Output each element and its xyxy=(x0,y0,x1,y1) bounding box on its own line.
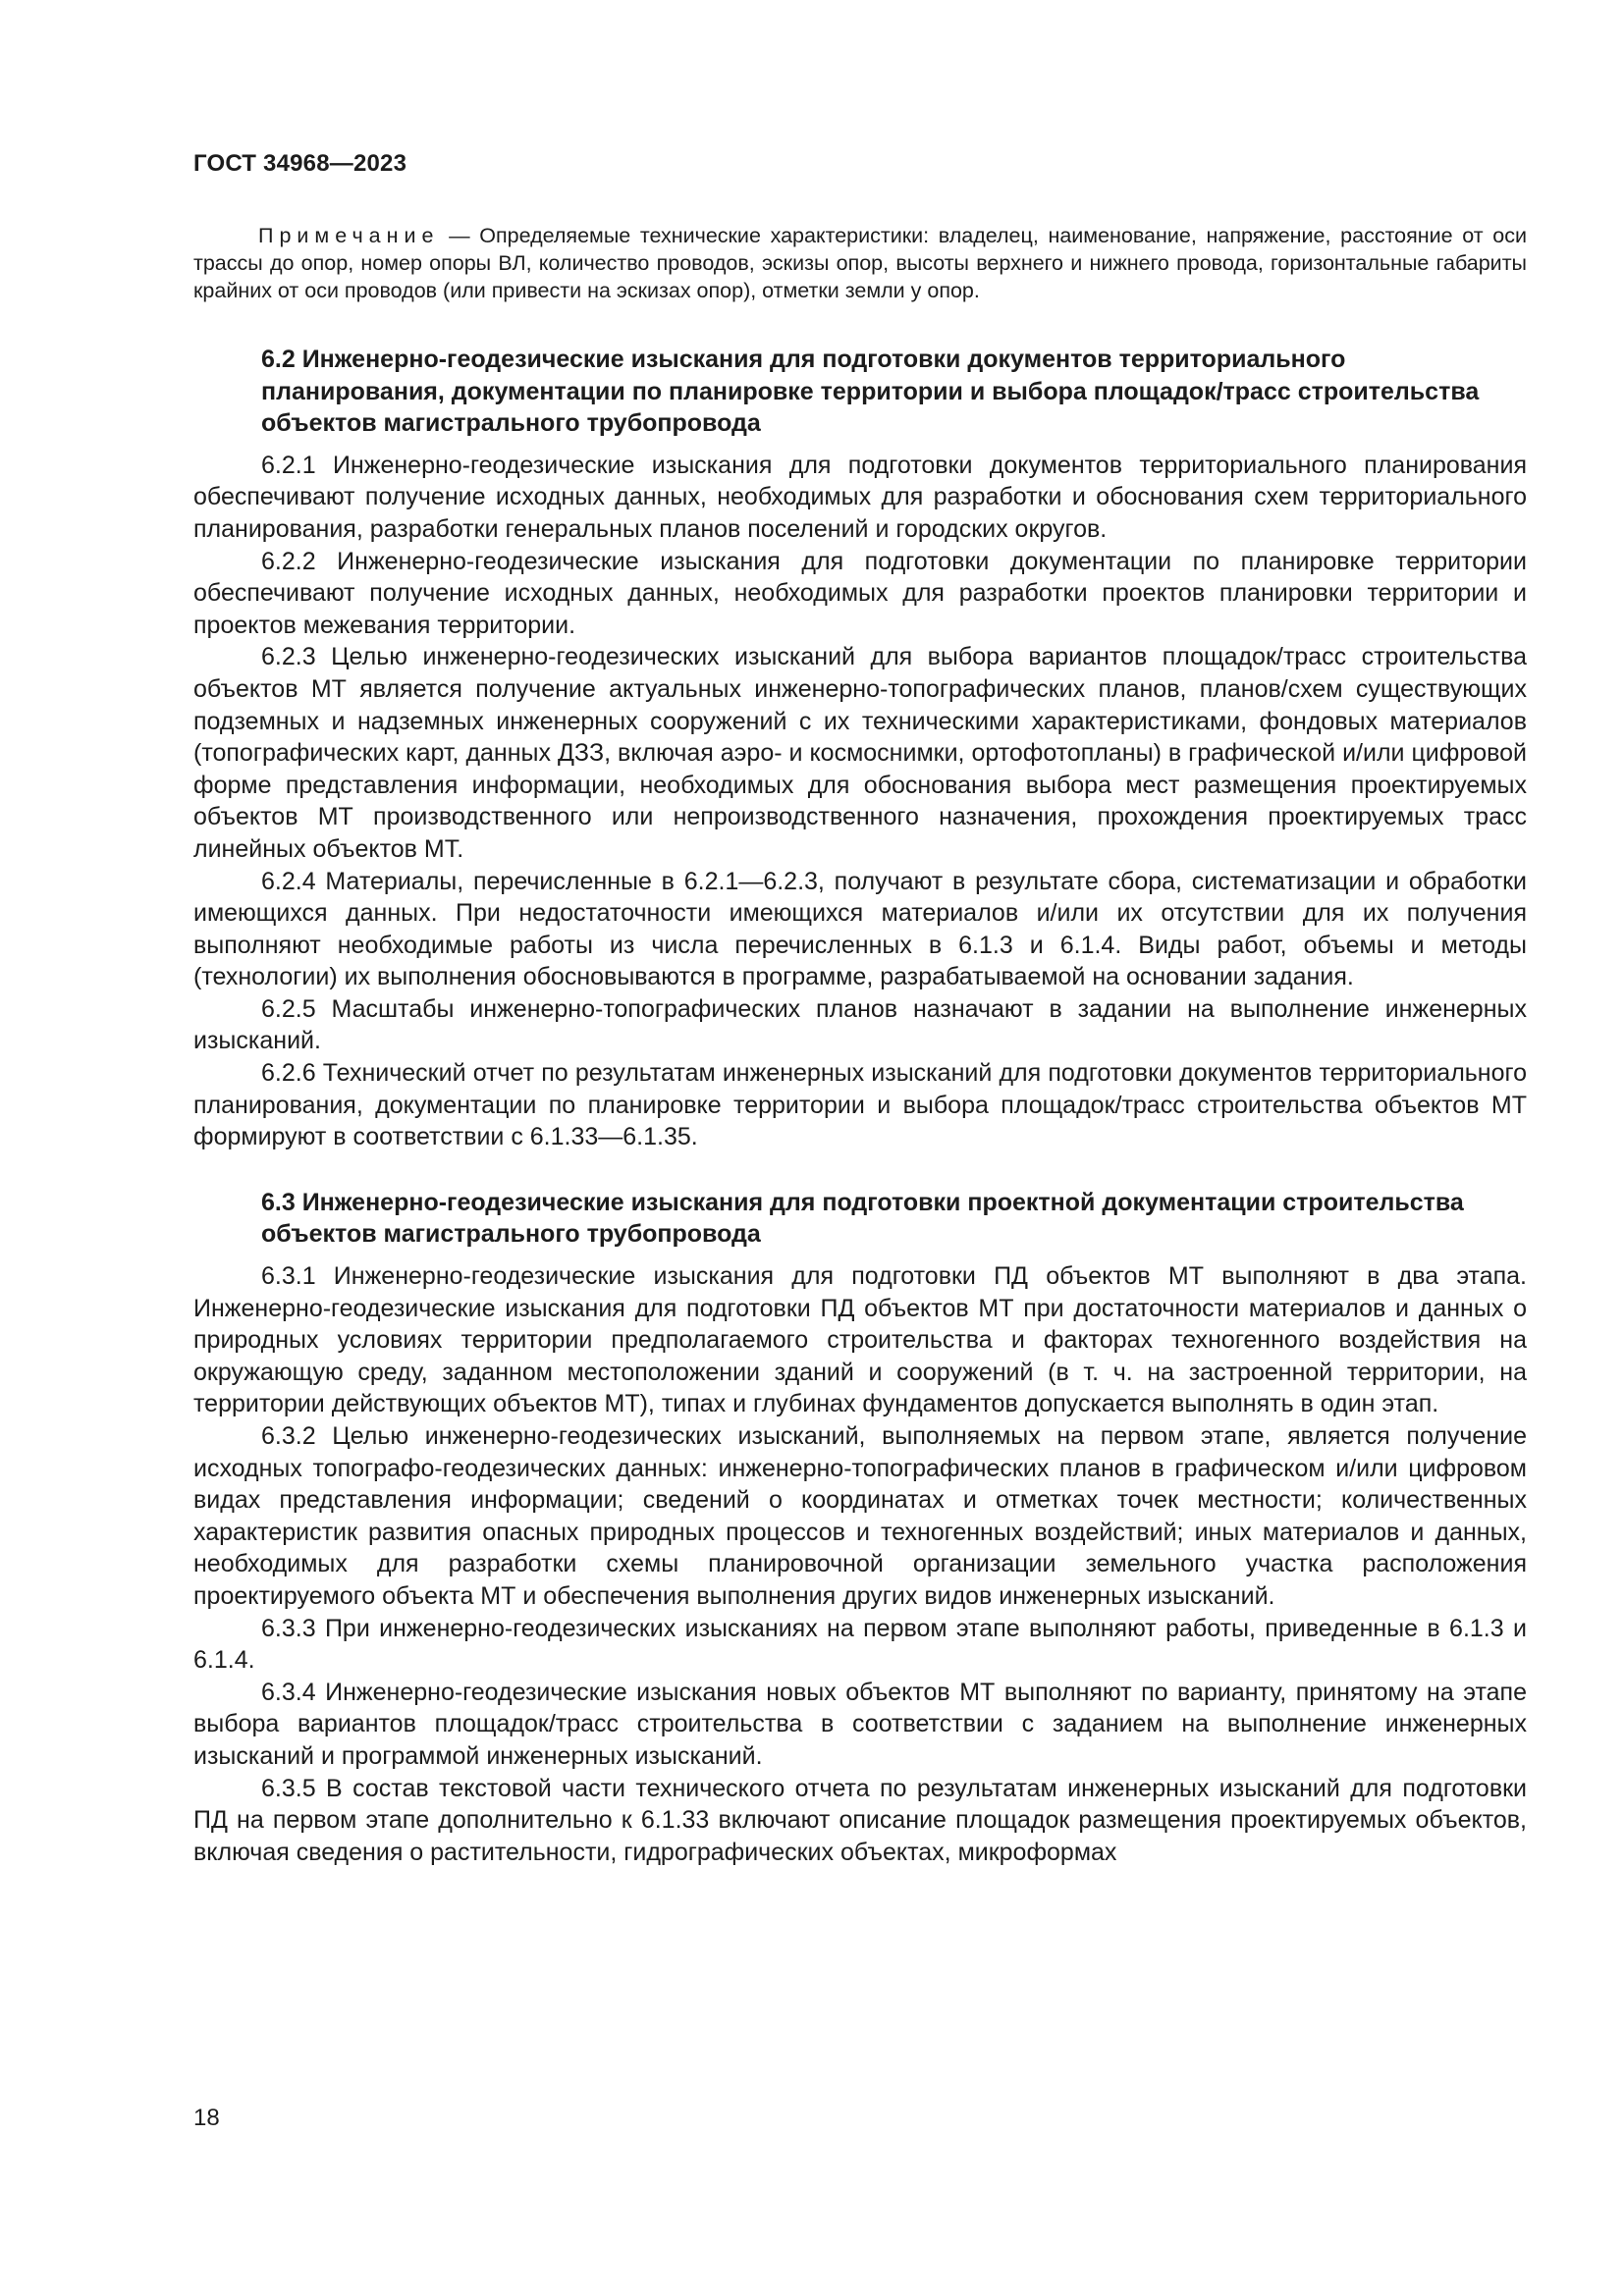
paragraph-6-3-3: 6.3.3 При инженерно-геодезических изысканиях на первом этапе выполняют работы, приведенные в 6.1.3 и 6.1.4. xyxy=(193,1614,1527,1675)
paragraph-6-2-5: 6.2.5 Масштабы инженерно-топографических планов назначают в задании на выполнение инженерных изысканий. xyxy=(193,994,1527,1055)
page-number: 18 xyxy=(193,2105,220,2131)
paragraph-6-3-2: 6.3.2 Целью инженерно-геодезических изысканий, выполняемых на первом этапе, является получение исходных топографо-геодезических данных: инженерно-топографических планов в графическом и/или цифровом видах представления информации; сведений о координатах и отметках точек местности; количественных характеристик развития опасных природных процессов и техногенных воздействий; иных материалов и данных, необходимых для разработки схемы планировочной организации земельного участка расположения проектируемого объекта МТ и обеспечения выполнения других видов инженерных изысканий. xyxy=(193,1422,1527,1610)
note-paragraph xyxy=(193,222,1527,304)
paragraph-6-2-4: 6.2.4 Материалы, перечисленные в 6.2.1—6.2.3, получают в результате сбора, систематизации и обработки имеющихся данных. При недостаточности имеющихся материалов и/или их отсутствии для их получения выполняют необходимые работы из числа перечисленных в 6.1.3 и 6.1.4. Виды работ, объемы и методы (технологии) их выполнения обосновываются в программе, разрабатываемой на основании задания. xyxy=(193,867,1527,991)
paragraph-6-3-1: 6.3.1 Инженерно-геодезические изыскания для подготовки ПД объектов МТ выполняют в два этапа. Инженерно-геодезические изыскания для подготовки ПД объектов МТ при достаточности материалов и данных о природных условиях территории предполагаемого строительства и факторах техногенного воздействия на окружающую среду, заданном местоположении зданий и сооружений (в т. ч. на застроенной территории, на территории действующих объектов МТ), типах и глубинах фундаментов допускается выполнять в один этап. xyxy=(193,1262,1527,1418)
paragraph-6-3-5: 6.3.5 В состав текстовой части технического отчета по результатам инженерных изысканий для подготовки ПД на первом этапе дополнительно к 6.1.33 включают описание площадок размещения проектируемых объектов, включая сведения о растительности, гидрографических объектах, микроформах xyxy=(193,1774,1527,1866)
paragraph-6-3-4: 6.3.4 Инженерно-геодезические изыскания новых объектов МТ выполняют по варианту, принятому на этапе выбора вариантов площадок/трасс строительства в соответствии с заданием на выполнение инженерных изысканий и программой инженерных изысканий. xyxy=(193,1678,1527,1770)
note-label: Примечание xyxy=(258,224,440,247)
paragraph-6-2-2: 6.2.2 Инженерно-геодезические изыскания для подготовки документации по планировке территории обеспечивают получение исходных данных, необходимых для разработки проектов планировки территории и проектов межевания территории. xyxy=(193,547,1527,639)
paragraph-6-2-1: 6.2.1 Инженерно-геодезические изыскания для подготовки документов территориального планирования обеспечивают получение исходных данных, необходимых для разработки и обоснования схем территориального планирования, разработки генеральных планов поселений и городских округов. xyxy=(193,451,1527,543)
section-heading-6-2: 6.2 Инженерно-геодезические изыскания для подготовки документов территориального планирования, документации по планировке территории и выбора площадок/трасс строительства объектов магистрального трубопровода xyxy=(261,346,1480,438)
section-heading-6-3: 6.3 Инженерно-геодезические изыскания для подготовки проектной документации строительства объектов магистрального трубопровода xyxy=(261,1188,1464,1249)
note-text: — Определяемые технические характеристики: владелец, наименование, напряжение, расстояние от оси трассы до опор, номер опоры ВЛ, количество проводов, эскизы опор, высоты верхнего и нижнего провода, горизонтальные габариты крайних от оси проводов (или привести на эскизах опор), отметки земли у опор. xyxy=(193,224,1527,302)
page-content xyxy=(193,222,1527,1868)
paragraph-6-2-3: 6.2.3 Целью инженерно-геодезических изысканий для выбора вариантов площадок/трасс строительства объектов МТ является получение актуальных инженерно-топографических планов, планов/схем существующих подземных и надземных инженерных сооружений с их техническими характеристиками, фондовых материалов (топографических карт, данных ДЗЗ, включая аэро- и космоснимки, ортофотопланы) в графической и/или цифровой форме представления информации, необходимых для обоснования выбора мест размещения проектируемых объектов МТ производственного или непроизводственного назначения, прохождения проектируемых трасс линейных объектов МТ. xyxy=(193,643,1527,863)
document-header: ГОСТ 34968—2023 xyxy=(193,150,407,177)
paragraph-6-2-6: 6.2.6 Технический отчет по результатам инженерных изысканий для подготовки документов территориального планирования, документации по планировке территории и выбора площадок/трасс строительства объектов МТ формируют в соответствии с 6.1.33—6.1.35. xyxy=(193,1059,1527,1151)
